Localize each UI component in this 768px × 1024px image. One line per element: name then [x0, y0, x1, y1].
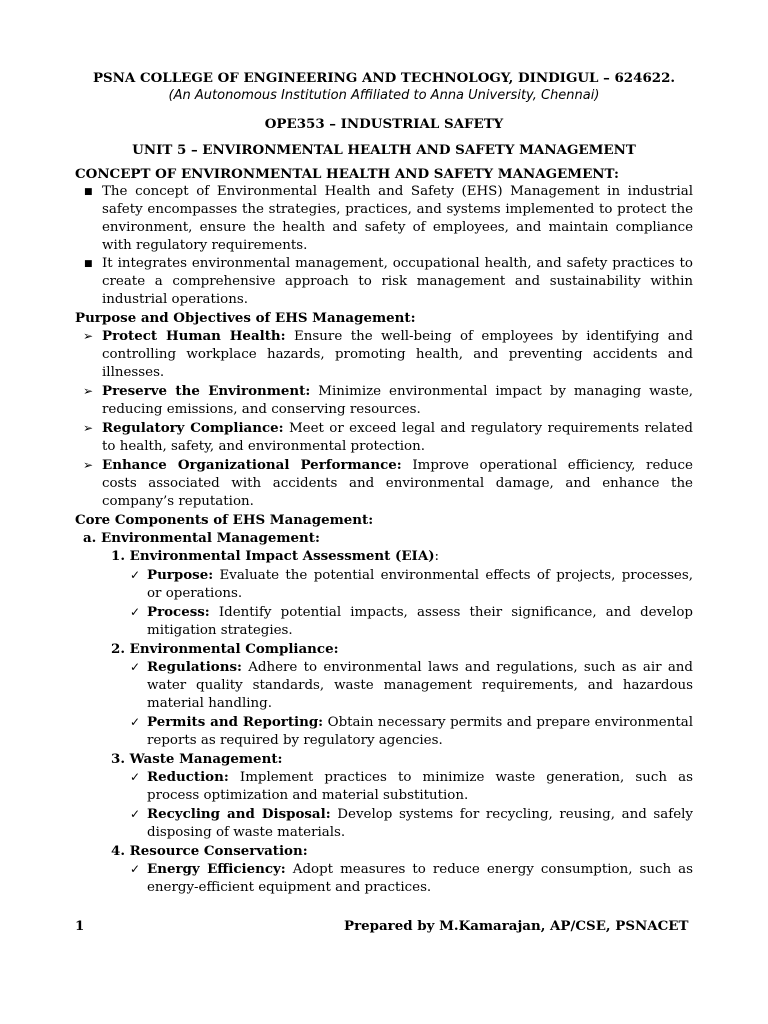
- check-item: ✓ Permits and Reporting: Obtain necessary permits and prepare environmental reports as required by regulatory agencies.: [130, 714, 693, 748]
- concept-bullet: ■ The concept of Environmental Health and Safety (EHS) Management in industrial safety encompasses the strategies, practices, and systems implemented to protect the environment, ensure the health and safety of employees, and maintain compliance with regulatory requirements.: [84, 184, 693, 253]
- unit-title: UNIT 5 – ENVIRONMENTAL HEALTH AND SAFETY MANAGEMENT: [132, 142, 636, 158]
- purpose-item: ➢ Protect Human Health: Ensure the well-being of employees by identifying and controlling workplace hazards, promoting health, and preventing accidents and illnesses.: [83, 328, 693, 380]
- check-item: ✓ Purpose: Evaluate the potential environmental effects of projects, processes, or operations.: [130, 567, 693, 601]
- subsection-heading: 4. Resource Conservation:: [111, 843, 308, 859]
- purpose-item: ➢ Enhance Organizational Performance: Improve operational efficiency, reduce costs associated with accidents and environmental damage, and enhance the company’s reputation.: [83, 457, 693, 509]
- check-icon: ✓: [130, 605, 141, 619]
- purpose-item: ➢ Regulatory Compliance: Meet or exceed legal and regulatory requirements related to health, safety, and environmental protection.: [83, 420, 693, 454]
- square-bullet-icon: ■: [84, 259, 93, 269]
- concept-bullet: ■ It integrates environmental management, occupational health, and safety practices to create a comprehensive approach to risk management and sustainability within industrial operations.: [84, 256, 693, 307]
- purpose-item: ➢ Preserve the Environment: Minimize environmental impact by managing waste, reducing emissions, and conserving resources.: [83, 383, 694, 417]
- check-icon: ✓: [130, 715, 141, 729]
- arrow-bullet-icon: ➢: [83, 329, 94, 343]
- check-icon: ✓: [130, 770, 141, 784]
- check-icon: ✓: [130, 807, 141, 821]
- check-item: ✓ Regulations: Adhere to environmental laws and regulations, such as air and water quality standards, waste management requirements, and hazardous material handling.: [130, 659, 693, 711]
- subsection-heading: 2. Environmental Compliance:: [111, 641, 339, 657]
- check-icon: ✓: [130, 568, 141, 582]
- check-item: ✓ Energy Efficiency: Adopt measures to reduce energy consumption, such as energy-efficient equipment and practices.: [130, 861, 693, 895]
- check-item: ✓ Process: Identify potential impacts, assess their significance, and develop mitigation strategies.: [130, 604, 693, 638]
- square-bullet-icon: ■: [84, 187, 93, 197]
- check-icon: ✓: [130, 862, 141, 876]
- check-item: ✓ Reduction: Implement practices to minimize waste generation, such as process optimization and material substitution.: [130, 769, 693, 803]
- subsection-heading: 1. Environmental Impact Assessment (EIA):: [111, 548, 440, 564]
- subsection-heading: 3. Waste Management:: [111, 751, 283, 767]
- arrow-bullet-icon: ➢: [83, 384, 94, 398]
- document-body: [75, 165, 693, 897]
- purpose-heading: Purpose and Objectives of EHS Management:: [75, 310, 416, 326]
- core-heading: Core Components of EHS Management:: [75, 512, 374, 528]
- section-a-heading: a. Environmental Management:: [83, 530, 320, 546]
- prepared-by: Prepared by M.Kamarajan, AP/CSE, PSNACET: [344, 918, 689, 934]
- college-title: PSNA COLLEGE OF ENGINEERING AND TECHNOLOGY, DINDIGUL – 624622.: [92, 70, 676, 86]
- course-title: OPE353 – INDUSTRIAL SAFETY: [264, 116, 504, 132]
- college-affiliation: (An Autonomous Institution Affiliated to Anna University, Chennai): [168, 88, 600, 103]
- arrow-bullet-icon: ➢: [83, 458, 94, 472]
- concept-heading: CONCEPT OF ENVIRONMENTAL HEALTH AND SAFETY MANAGEMENT:: [75, 166, 619, 182]
- check-item: ✓ Recycling and Disposal: Develop systems for recycling, reusing, and safely disposing of waste materials.: [130, 806, 693, 840]
- page-number: 1: [75, 918, 85, 934]
- arrow-bullet-icon: ➢: [83, 421, 94, 435]
- check-icon: ✓: [130, 660, 141, 674]
